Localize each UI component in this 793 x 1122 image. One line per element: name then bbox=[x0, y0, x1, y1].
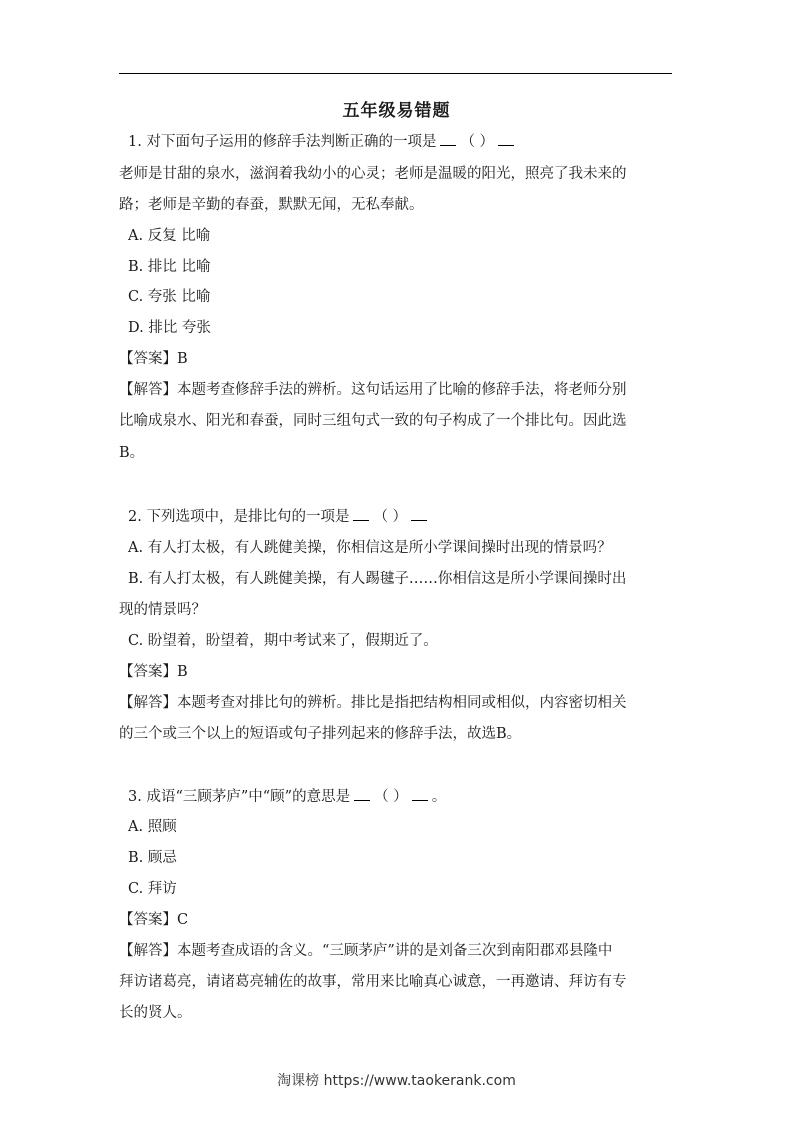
q1-analysis-line1: 【解答】本题考查修辞手法的辨析。这句话运用了比喻的修辞手法，将老师分别 bbox=[119, 382, 627, 398]
q1-analysis-line3: B。 bbox=[119, 445, 145, 461]
header-rule bbox=[119, 73, 672, 74]
q3-blank-right bbox=[412, 786, 428, 801]
q3-stem-suffix: 。 bbox=[431, 789, 447, 805]
q1-passage-line2: 路；老师是辛勤的春蚕，默默无闻，无私奉献。 bbox=[119, 197, 424, 213]
q3-stem bbox=[128, 786, 446, 808]
q1-analysis-line2: 比喻成泉水、阳光和春蚕，同时三组句式一致的句子构成了一个排比句。因此选 bbox=[119, 413, 627, 429]
q1-paren: （ ） bbox=[460, 134, 495, 150]
q2-stem bbox=[128, 506, 431, 528]
q2-blank-left bbox=[353, 506, 369, 521]
q1-option-a: A. 反复 比喻 bbox=[128, 228, 211, 244]
q3-stem-text: 3. 成语“三顾茅庐”中“顾”的意思是 bbox=[128, 789, 351, 805]
q2-analysis-line2: 的三个或三个以上的短语或句子排列起来的修辞手法，故选B。 bbox=[119, 726, 522, 742]
q2-option-a: A. 有人打太极，有人跳健美操，你相信这是所小学课间操时出现的情景吗？ bbox=[128, 540, 612, 556]
q1-blank-right bbox=[498, 131, 514, 146]
q3-paren: （ ） bbox=[374, 789, 408, 805]
q3-answer: 【答案】C bbox=[119, 912, 189, 928]
q1-option-d: D. 排比 夸张 bbox=[128, 320, 211, 336]
q3-analysis-line3: 长的贤人。 bbox=[119, 1005, 192, 1021]
q3-option-a: A. 照顾 bbox=[128, 819, 177, 835]
q2-analysis-line1: 【解答】本题考查对排比句的辨析。排比是指把结构相同或相似，内容密切相关 bbox=[119, 695, 627, 711]
q2-blank-right bbox=[411, 506, 427, 521]
q2-option-c: C. 盼望着，盼望着，期中考试来了，假期近了。 bbox=[128, 633, 438, 649]
q2-option-b-line2: 现的情景吗？ bbox=[119, 602, 206, 618]
page-title: 五年级易错题 bbox=[342, 101, 451, 121]
q3-analysis-line2: 拜访诸葛亮，请诸葛亮辅佐的故事，常用来比喻真心诚意，一再邀请、拜访有专 bbox=[119, 974, 627, 990]
q1-blank-left bbox=[440, 131, 456, 146]
q2-paren: （ ） bbox=[373, 509, 408, 525]
q1-option-b: B. 排比 比喻 bbox=[128, 259, 211, 275]
q3-option-c: C. 拜访 bbox=[128, 881, 177, 897]
q1-stem bbox=[128, 131, 518, 153]
q3-analysis-line1: 【解答】本题考查成语的含义。“三顾茅庐”讲的是刘备三次到南阳郡邓县隆中 bbox=[119, 943, 613, 959]
q3-blank-left bbox=[354, 786, 370, 801]
q2-stem-text: 2. 下列选项中，是排比句的一项是 bbox=[128, 509, 350, 525]
footer-watermark: 淘课榜 https://www.taokerank.com bbox=[277, 1073, 516, 1089]
q1-stem-text: 1. 对下面句子运用的修辞手法判断正确的一项是 bbox=[128, 134, 437, 150]
q1-answer: 【答案】B bbox=[119, 351, 188, 367]
q1-passage-line1: 老师是甘甜的泉水，滋润着我幼小的心灵；老师是温暖的阳光，照亮了我未来的 bbox=[119, 166, 627, 182]
q2-answer: 【答案】B bbox=[119, 664, 188, 680]
q3-option-b: B. 顾忌 bbox=[128, 850, 177, 866]
q2-option-b-line1: B. 有人打太极，有人跳健美操，有人踢毽子……你相信这是所小学课间操时出 bbox=[128, 571, 627, 587]
q1-option-c: C. 夸张 比喻 bbox=[128, 289, 211, 305]
